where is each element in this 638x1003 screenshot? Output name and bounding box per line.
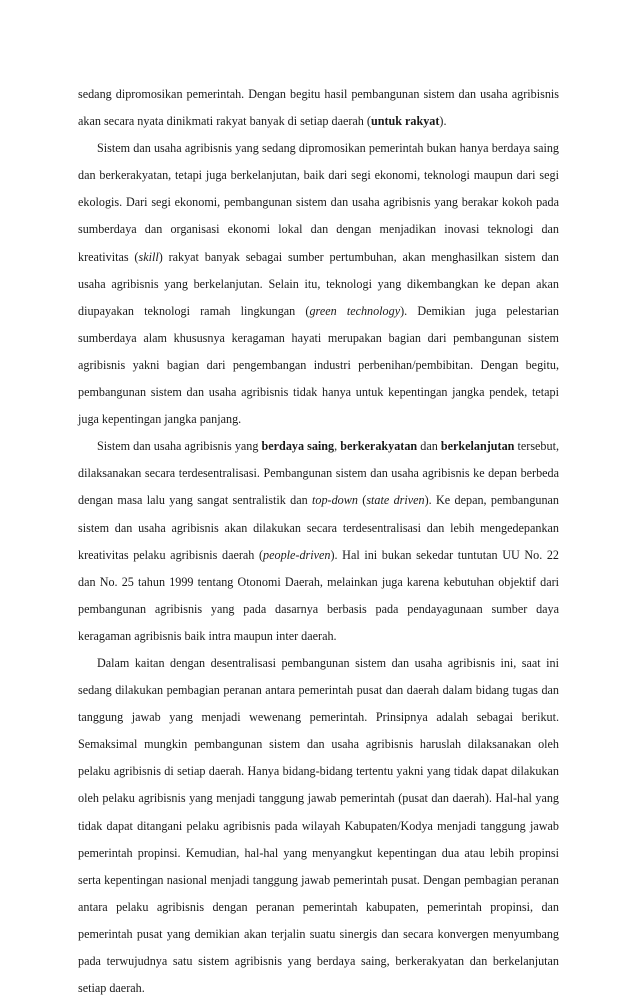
italic-text: skill bbox=[138, 249, 159, 264]
body-paragraph bbox=[78, 650, 559, 1002]
text-run: ). Hal ini bukan sekedar tuntutan UU No. 22 dan No. 25 tahun 1999 tentang Otonomi Daerah, melainkan juga karena kebutuhan objektif dari pembangunan agribisnis yang pada dasarnya berbasis pada pendayagunaan sumber daya keragaman agribisnis baik intra maupun inter daerah. bbox=[78, 547, 559, 643]
text-run: tersebut, dilaksanakan secara terdesentralisasi. Pembangunan sistem dan usaha agribisnis ke depan berbeda dengan masa lalu yang sangat sentralistik dan bbox=[78, 439, 559, 508]
italic-text: state driven bbox=[366, 493, 425, 508]
bold-text: berkerakyatan bbox=[340, 439, 418, 454]
body-paragraph bbox=[78, 135, 559, 433]
text-run: Dalam kaitan dengan desentralisasi pembangunan sistem dan usaha agribisnis ini, saat ini sedang dilakukan pembagian peranan antara pemerintah pusat dan daerah dalam bidang tugas dan tanggung jawab yang menjadi wewenang pemerintah. Prinsipnya adalah sebagai berikut. Semaksimal mungkin pembangunan sistem dan usaha agribisnis haruslah dilaksanakan oleh pelaku agribisnis di setiap daerah. Hanya bidang-bidang tertentu yakni yang tidak dapat dilakukan oleh pelaku agribisnis yang menjadi tanggung jawab pemerintah (pusat dan daerah). Hal-hal yang tidak dapat ditangani pelaku agribisnis pada wilayah Kabupaten/Kodya menjadi tanggung jawab pemerintah propinsi. Kemudian, hal-hal yang menyangkut kepentingan dua atau lebih propinsi serta kepentingan nasional menjadi tanggung jawab pemerintah pusat. Dengan pembagian peranan antara pelaku agribisnis dengan peranan pemerintah kabupaten, pemerintah propinsi, dan pemerintah pusat yang demikian akan terjalin suatu sinergis dan secara konvergen menyumbang pada terwujudnya satu sistem agribisnis yang berdaya saing, berkerakyatan dan berkelanjutan setiap daerah. bbox=[78, 655, 559, 996]
body-paragraph bbox=[78, 81, 559, 135]
text-run: ). bbox=[439, 114, 447, 129]
text-run: ( bbox=[357, 493, 367, 508]
text-run: , bbox=[334, 439, 341, 454]
text-run: ). Ke depan, pembangunan sistem dan usaha agribisnis akan dilakukan secara terdesentralisasi dan lebih mengedepankan kreativitas pelaku agribisnis daerah ( bbox=[78, 493, 560, 562]
document-body bbox=[78, 81, 559, 1002]
text-run: dan bbox=[417, 439, 441, 454]
body-paragraph bbox=[78, 433, 559, 650]
text-run: Sistem dan usaha agribisnis yang bbox=[97, 439, 262, 454]
italic-text: people-driven bbox=[263, 547, 331, 562]
text-run: ). Demikian juga pelestarian sumberdaya alam khususnya keragaman hayati merupakan bagian dari pembangunan sistem agribisnis yakni bagian dari pengembangan industri perbenihan/pembibitan. Dengan begitu, pembangunan sistem dan usaha agribisnis tidak hanya untuk kepentingan jangka pendek, tetapi juga kepentingan jangka panjang. bbox=[78, 303, 560, 427]
italic-text: green technology bbox=[309, 303, 401, 318]
bold-text: berdaya saing bbox=[261, 439, 335, 454]
text-run: ) rakyat banyak sebagai sumber pertumbuhan, akan menghasilkan sistem dan usaha agribisnis yang berkelanjutan. Selain itu, teknologi yang dikembangkan ke depan akan diupayakan teknologi ramah lingkungan ( bbox=[78, 249, 559, 318]
text-run: sedang dipromosikan pemerintah. Dengan begitu hasil pembangunan sistem dan usaha agribisnis akan secara nyata dinikmati rakyat banyak di setiap daerah ( bbox=[78, 87, 559, 129]
text-run: Sistem dan usaha agribisnis yang sedang dipromosikan pemerintah bukan hanya berdaya saing dan berkerakyatan, tetapi juga berkelanjutan, baik dari segi ekonomi, teknologi maupun dari segi ekologis. Dari segi ekonomi, pembangunan sistem dan usaha agribisnis yang berakar kokoh pada sumberdaya dan organisasi ekonomi lokal dan dengan menjadikan inovasi teknologi dan kreativitas ( bbox=[78, 141, 559, 264]
italic-text: top-down bbox=[312, 493, 358, 508]
bold-text: untuk rakyat bbox=[370, 114, 440, 129]
bold-text: berkelanjutan bbox=[440, 439, 515, 454]
